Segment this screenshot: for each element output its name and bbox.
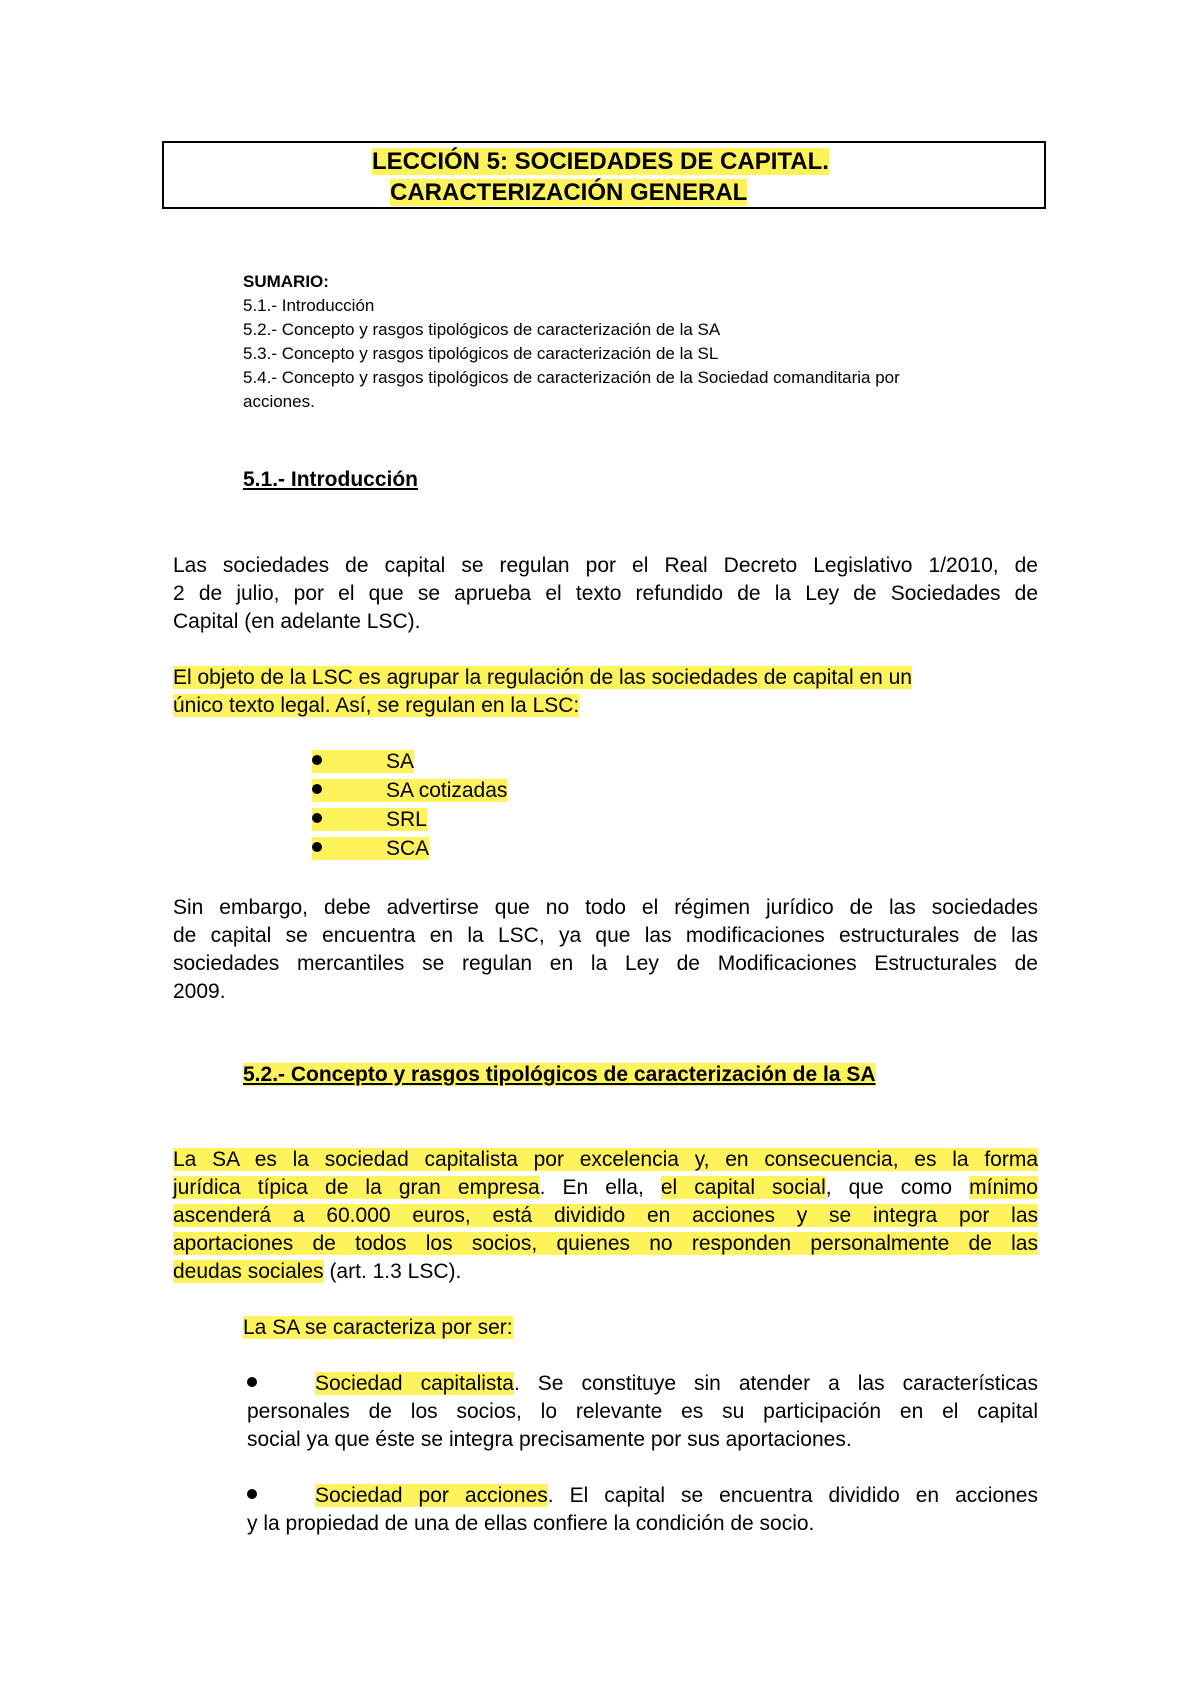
paragraph-sa-definition: La SA es la sociedad capitalista por excelencia y, en consecuencia, es la forma jurídica típica de la gran empresa. En ella, el capital social, que como mínimo ascenderá a 60.000 euros, está dividido en acciones y se integra por las aportaciones de todos los socios, quienes no responden personalmente de las deudas sociales (art. 1.3 LSC). <box>173 1148 1038 1283</box>
paragraph-line: único texto legal. Así, se regulan en la LSC: <box>173 694 580 717</box>
bullet-icon <box>247 1377 257 1387</box>
section-heading-5-2: 5.2.- Concepto y rasgos tipológicos de caracterización de la SA <box>243 1063 876 1086</box>
paragraph-line: sociedades mercantiles se regulan en la Ley de Modificaciones Estructurales de <box>173 952 1038 975</box>
list-item: SRL <box>312 806 427 834</box>
paragraph-line: de capital se encuentra en la LSC, ya que las modificaciones estructurales de las <box>173 924 1038 947</box>
sumario-item: acciones. <box>243 392 315 411</box>
paragraph-line: Sin embargo, debe advertirse que no todo el régimen jurídico de las sociedades <box>173 896 1038 919</box>
bullet-icon <box>312 784 322 794</box>
paragraph-line: Capital (en adelante LSC). <box>173 610 421 633</box>
paragraph-intro <box>173 552 1038 636</box>
title-line-2: CARACTERIZACIÓN GENERAL <box>390 179 748 206</box>
sumario-item: 5.1.- Introducción <box>243 296 375 315</box>
bullet-icon <box>312 755 322 765</box>
paragraph-line: 2009. <box>173 980 226 1003</box>
paragraph-line: 2 de julio, por el que se aprueba el texto refundido de la Ley de Sociedades de <box>173 582 1038 605</box>
list-item: SA cotizadas <box>312 777 507 805</box>
paragraph-objeto <box>173 664 1038 720</box>
list-item: SA <box>312 748 414 776</box>
title-line-1: LECCIÓN 5: SOCIEDADES DE CAPITAL. <box>372 148 829 175</box>
sumario-heading: SUMARIO: <box>243 272 329 291</box>
sumario-item: 5.2.- Concepto y rasgos tipológicos de caracterización de la SA <box>243 320 721 339</box>
paragraph-line: Las sociedades de capital se regulan por el Real Decreto Legislativo 1/2010, de <box>173 554 1038 577</box>
bullet-icon <box>247 1489 257 1499</box>
bullet-paragraph: Sociedad capitalista. Se constituye sin atender a las características personales de los socios, lo relevante es su participación en el capital social ya que éste se integra precisamente por sus aportaciones. <box>247 1372 1038 1451</box>
sa-intro: La SA se caracteriza por ser: <box>243 1316 513 1339</box>
bullet-paragraph: Sociedad por acciones. El capital se encuentra dividido en acciones y la propiedad de una de ellas confiere la condición de socio. <box>247 1484 1038 1535</box>
paragraph-sin-embargo <box>173 894 1038 1006</box>
sumario-item: 5.4.- Concepto y rasgos tipológicos de caracterización de la Sociedad comanditaria por <box>243 368 900 387</box>
section-heading-5-1: 5.1.- Introducción <box>243 468 419 491</box>
list-item: SCA <box>312 835 429 863</box>
bullet-icon <box>312 813 322 823</box>
bullet-icon <box>312 842 322 852</box>
paragraph-line: El objeto de la LSC es agrupar la regulación de las sociedades de capital en un <box>173 666 912 689</box>
sumario-item: 5.3.- Concepto y rasgos tipológicos de caracterización de la SL <box>243 344 719 363</box>
